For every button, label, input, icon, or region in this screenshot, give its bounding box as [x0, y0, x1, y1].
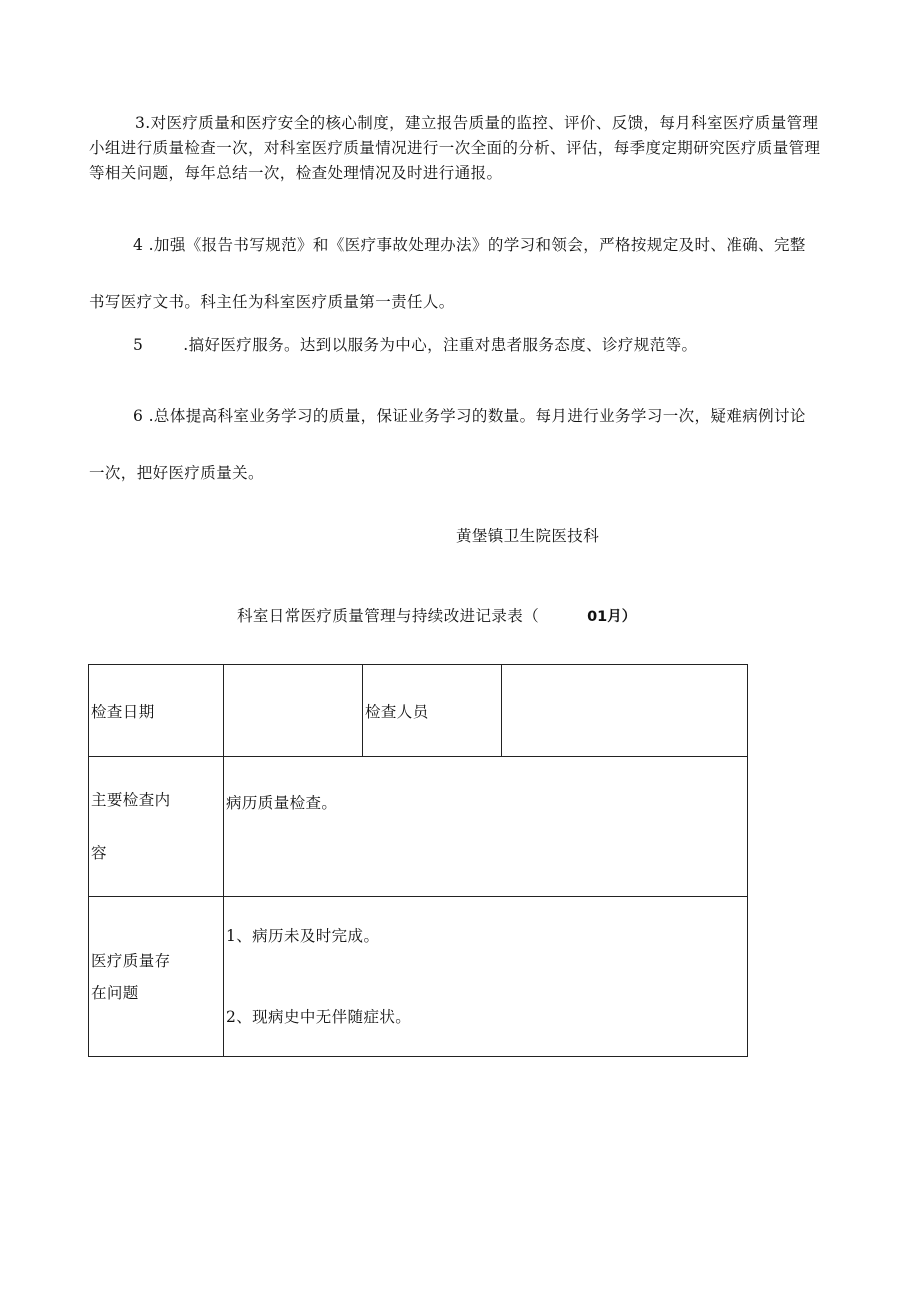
paragraph-6: 6 .总体提高科室业务学习的质量，保证业务学习的数量。每月进行业务学习一次，疑难病例讨论一次，把好医疗质量关。: [89, 407, 806, 482]
quality-record-table: [88, 664, 748, 1057]
issues-label: [89, 897, 224, 1057]
main-content-label: [89, 757, 224, 897]
table-row-check-date: [89, 665, 748, 757]
main-content-label-line2: 容: [91, 843, 107, 862]
paragraph-3: 3.对医疗质量和医疗安全的核心制度，建立报告质量的监控、评价、反馈，每月科室医疗质量管理小组进行质量检查一次，对科室医疗质量情况进行一次全面的分析、评估，每季度定期研究医疗质量管理等相关问题，每年总结一次，检查处理情况及时进行通报。: [89, 114, 821, 182]
table-row-main-content: [89, 757, 748, 897]
paragraph-4: 4 .加强《报告书写规范》和《医疗事故处理办法》的学习和领会，严格按规定及时、准确、完整书写医疗文书。科主任为科室医疗质量第一责任人。: [89, 236, 806, 311]
table-title-prefix: 科室日常医疗质量管理与持续改进记录表（: [237, 607, 540, 625]
inspector-label: 检查人员: [363, 665, 502, 757]
table-row-issues: [89, 897, 748, 1057]
check-date-label: 检查日期: [89, 665, 224, 757]
department-signature: 黄堡镇卫生院医技科: [456, 527, 600, 545]
paragraph-5-text: .搞好医疗服务。达到以服务为中心，注重对患者服务态度、诊疗规范等。: [183, 336, 698, 354]
main-content-label-line1: 主要检查内: [91, 790, 171, 809]
check-date-value: [224, 665, 363, 757]
paragraph-5: [133, 333, 865, 355]
issues-label-line2: 在问题: [91, 983, 139, 1002]
issues-value: [224, 897, 748, 1057]
main-content-value: 病历质量检查。: [224, 757, 748, 897]
issue-item: 2、现病史中无伴随症状。: [226, 1007, 412, 1026]
inspector-value: [502, 665, 748, 757]
table-title-month: 01月）: [587, 609, 637, 625]
issue-item: 1、病历未及时完成。: [226, 926, 380, 945]
table-title: [237, 604, 636, 626]
paragraph-5-number: 5: [133, 336, 144, 354]
issues-label-line1: 医疗质量存: [91, 951, 171, 970]
